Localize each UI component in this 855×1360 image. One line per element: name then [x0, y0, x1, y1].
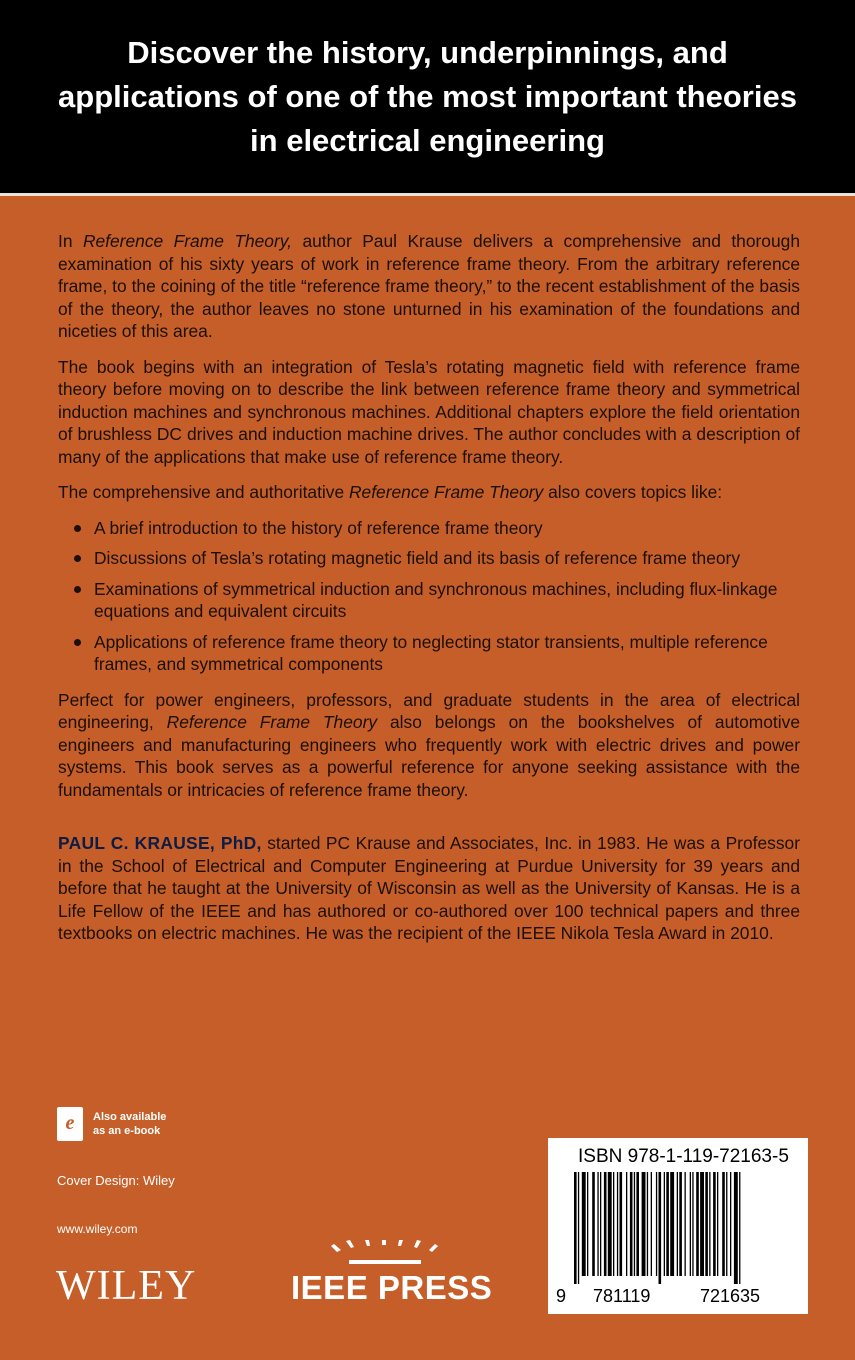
barcode-bar — [739, 1172, 740, 1284]
barcode-bar — [696, 1172, 699, 1276]
audience-rest: also belongs on the bookshelves of automotive engineers and manufacturing engineers who frequently work with electric drives and power systems. This book serves as a powerful reference for anyone seeking assistance with the fundamentals or intricacies of reference frame theory. — [58, 712, 800, 800]
barcode-bar — [685, 1172, 686, 1276]
barcode-digits-left: 781119 — [593, 1286, 651, 1306]
intro-lead: In — [58, 231, 83, 251]
barcode-bar — [630, 1172, 633, 1276]
isbn-barcode — [548, 1138, 808, 1314]
barcode-bar — [578, 1172, 579, 1284]
barcode-bar — [604, 1172, 607, 1276]
barcode-bar — [620, 1172, 623, 1276]
barcode-bar — [582, 1172, 586, 1276]
ieee-press-logo — [291, 1240, 491, 1310]
list-item: Examinations of symmetrical induction and synchronous machines, including flux-linkage equations and equivalent circuits — [94, 578, 800, 623]
barcode-bar — [690, 1172, 691, 1276]
barcode-bar — [613, 1172, 614, 1276]
barcode-bar — [709, 1172, 710, 1276]
barcode-bar — [726, 1172, 727, 1276]
barcode-bar — [700, 1172, 704, 1276]
barcode-bar — [574, 1172, 577, 1284]
author-bio — [58, 832, 800, 945]
barcode-bar — [670, 1172, 674, 1276]
barcode-bar — [679, 1172, 682, 1276]
topics-list — [58, 517, 800, 676]
header-banner — [0, 0, 855, 196]
barcode-bar — [642, 1172, 646, 1276]
barcode-bar — [705, 1172, 708, 1276]
audience-lead: Perfect for power engineers, professors, and graduate students in the area of electrical engineering, — [58, 689, 800, 732]
barcode-bar — [647, 1172, 648, 1276]
paragraph-audience — [58, 689, 800, 802]
wiley-logo: WILEY — [56, 1263, 197, 1309]
topics-book-title: Reference Frame Theory — [348, 482, 544, 502]
isbn-number: ISBN 978-1-119-72163-5 — [578, 1146, 789, 1167]
ebook-line-1: Also available — [93, 1111, 167, 1123]
barcode-bar — [692, 1172, 693, 1276]
ebook-notice — [57, 1107, 166, 1141]
barcode-bar — [587, 1172, 588, 1276]
barcode-bar — [617, 1172, 618, 1276]
barcode-digits-right: 721635 — [700, 1286, 761, 1306]
barcode-bar — [713, 1172, 716, 1276]
topics-lead: The comprehensive and authoritative — [58, 482, 349, 502]
barcode-bar — [634, 1172, 635, 1276]
barcode-bars — [574, 1172, 784, 1284]
ebook-line-2: as an e-book — [93, 1125, 161, 1137]
list-item: A brief introduction to the history of reference frame theory — [94, 517, 800, 540]
barcode-bar — [666, 1172, 669, 1276]
barcode-bar — [677, 1172, 678, 1276]
author-bio-text: started PC Krause and Associates, Inc. in 1983. He was a Professor in the School of Electrical and Computer Engineering at Purdue University for 39 years and before that he taught at the University of Wisconsin as well as the University of Kansas. He is a Life Fellow of the IEEE and has authored or co-authored over 100 technical papers and three textbooks on electric machines. He was the recipient of the IEEE Nikola Tesla Award in 2010. — [58, 833, 800, 943]
cover-design-credit: Cover Design: Wiley — [57, 1173, 175, 1188]
barcode-bar — [626, 1172, 627, 1276]
barcode-bar — [636, 1172, 639, 1276]
barcode-digit-first: 9 — [556, 1286, 567, 1306]
barcode-bar — [664, 1172, 665, 1276]
topics-rest: also covers topics like: — [543, 482, 723, 502]
paragraph-topics-intro — [58, 481, 800, 504]
paragraph-intro — [58, 230, 800, 343]
list-item: Applications of reference frame theory to neglecting stator transients, multiple reference frames, and symmetrical components — [94, 631, 800, 676]
audience-book-title: Reference Frame Theory — [166, 712, 378, 732]
barcode-bar — [722, 1172, 725, 1276]
intro-rest: author Paul Krause delivers a comprehensive and thorough examination of his sixty years of work in reference frame theory. From the arbitrary reference frame, to the coining of the title “reference frame theory,” to the recent establishment of the basis of the theory, the author leaves no stone unturned in his examination of the foundations and niceties of this area. — [58, 231, 800, 341]
intro-book-title: Reference Frame Theory, — [82, 231, 292, 251]
barcode-bar — [717, 1172, 718, 1276]
description-body — [58, 230, 800, 958]
ieee-rays-icon — [329, 1240, 441, 1270]
barcode-bar — [608, 1172, 612, 1276]
paragraph-overview: The book begins with an integration of Tesla’s rotating magnetic field with reference frame theory before moving on to describe the link between reference frame theory and symmetrical induction machines and synchronous machines. Additional chapters explore the field orientation of brushless DC drives and induction machine drives. The author concludes with a description of many of the applications that make use of reference frame theory. — [58, 356, 800, 467]
list-item: Discussions of Tesla’s rotating magnetic field and its basis of reference frame theory — [94, 547, 800, 570]
website-url: www.wiley.com — [57, 1222, 138, 1236]
headline: Discover the history, underpinnings, and applications of one of the most important theories in electrical engineering — [58, 34, 797, 158]
barcode-bar — [734, 1172, 738, 1284]
barcode-bar — [651, 1172, 652, 1276]
barcode-bar — [659, 1172, 662, 1284]
ebook-icon: e — [57, 1107, 83, 1141]
ieee-press-wordmark: IEEE PRESS — [291, 1269, 493, 1306]
author-name: PAUL C. KRAUSE, PhD, — [58, 833, 262, 853]
barcode-bar — [656, 1172, 657, 1276]
barcode-bar — [592, 1172, 595, 1276]
barcode-bar — [730, 1172, 731, 1276]
barcode-bar — [600, 1172, 601, 1276]
barcode-bar — [597, 1172, 598, 1276]
